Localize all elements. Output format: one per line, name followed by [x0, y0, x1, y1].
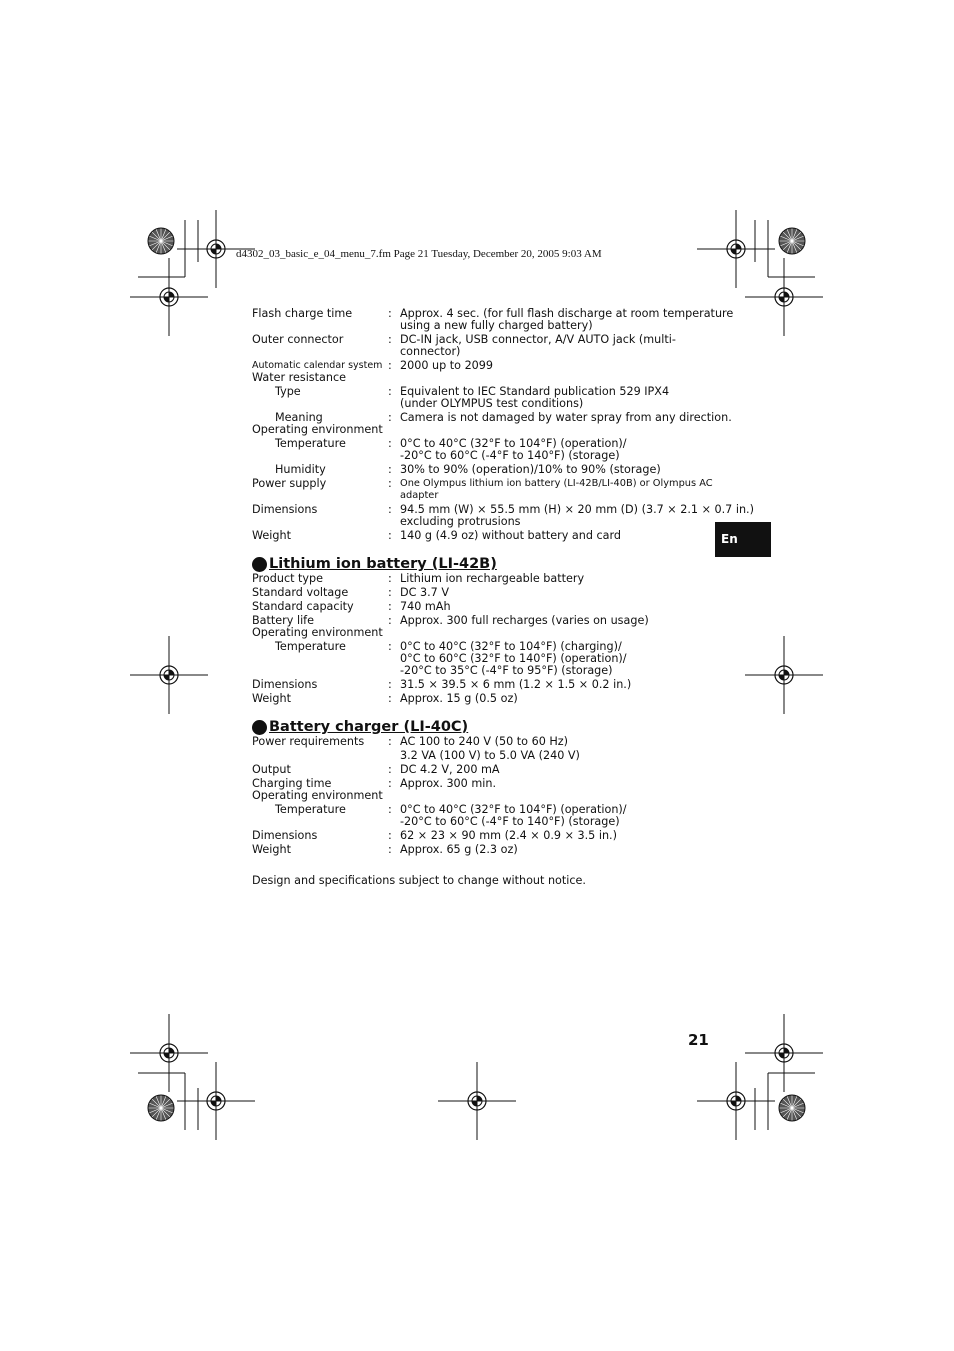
spec-value-line: Lithium ion rechargeable battery: [400, 572, 585, 585]
spec-value-line: Camera is not damaged by water spray from any direction.: [400, 411, 732, 424]
spec-value-line: using a new fully charged battery): [400, 319, 593, 332]
spec-value-line: Approx. 65 g (2.3 oz): [400, 843, 518, 856]
spec-value: [400, 438, 712, 462]
spec-label: Dimensions: [252, 678, 318, 691]
spec-value-line: DC 3.7 V: [400, 586, 449, 599]
spec-colon: :: [388, 385, 392, 398]
spec-colon: :: [388, 600, 392, 613]
spec-value-line: -20°C to 60°C (-4°F to 140°F) (storage): [400, 449, 620, 462]
spec-colon: :: [388, 463, 392, 476]
spec-label: Power requirements: [252, 735, 365, 748]
charger-title: Battery charger (LI-40C): [269, 719, 469, 735]
spec-value: [400, 844, 712, 856]
spec-value-line: 94.5 mm (W) × 55.5 mm (H) × 20 mm (D) (3.7 × 2.1 × 0.7 in.): [400, 503, 754, 516]
spec-row: [252, 679, 712, 691]
spec-label: Flash charge time: [252, 307, 353, 320]
spec-label: Temperature: [275, 640, 346, 653]
page-number: 21: [688, 1031, 709, 1049]
spec-value: [400, 307, 734, 332]
spec-value-line: connector): [400, 345, 461, 358]
spec-value: [400, 679, 712, 691]
battery-section-title: [252, 555, 712, 573]
spec-value: [400, 615, 712, 627]
spec-value: [400, 587, 712, 599]
spec-label: Standard capacity: [252, 600, 354, 613]
spec-value: [400, 830, 712, 842]
spec-value-line: 740 mAh: [400, 600, 451, 613]
spec-colon: :: [388, 829, 392, 842]
battery-title: Lithium ion battery (LI-42B): [269, 556, 497, 572]
spec-value: [400, 693, 712, 705]
spec-value: [400, 372, 712, 384]
spec-value: [400, 386, 712, 410]
spec-colon: :: [388, 735, 392, 748]
spec-row: [252, 307, 734, 332]
spec-value-line: 140 g (4.9 oz) without battery and card: [400, 529, 622, 542]
disclaimer-note: Design and specifications subject to change without notice.: [252, 874, 586, 887]
spec-value-line: excluding protrusions: [400, 515, 521, 528]
spec-value-line: 0°C to 40°C (32°F to 104°F) (operation)/: [400, 437, 627, 450]
spec-value-line: Approx. 300 full recharges (varies on usage): [400, 614, 649, 627]
charger-specs-table: [252, 736, 712, 856]
spec-label: Humidity: [275, 463, 326, 476]
spec-label: Weight: [252, 529, 291, 542]
spec-label: Outer connector: [252, 333, 344, 346]
spec-label: Product type: [252, 572, 324, 585]
spec-value: [400, 778, 712, 790]
spec-colon: :: [388, 333, 392, 346]
spec-label: Meaning: [275, 411, 323, 424]
spec-value-line: Approx. 15 g (0.5 oz): [400, 692, 518, 705]
spec-value-line: 0°C to 40°C (32°F to 104°F) (charging)/: [400, 640, 622, 653]
spec-row: [252, 736, 712, 748]
spec-colon: :: [388, 614, 392, 627]
spec-label: Power supply: [252, 477, 327, 490]
spec-label: Dimensions: [252, 503, 318, 516]
spec-value: [400, 764, 712, 776]
spec-row: [252, 372, 712, 384]
spec-value-line: -20°C to 60°C (-4°F to 140°F) (storage): [400, 815, 620, 828]
spec-colon: :: [388, 777, 392, 790]
spec-row: [252, 601, 712, 613]
bullet-icon: [252, 557, 267, 572]
spec-row: [252, 530, 712, 542]
spec-value: [400, 573, 712, 585]
language-tab: En: [715, 522, 771, 557]
spec-value: [400, 360, 712, 372]
spec-value-line: 0°C to 60°C (32°F to 140°F) (operation)/: [400, 652, 627, 665]
spec-label: Weight: [252, 843, 291, 856]
spec-value-line: Equivalent to IEC Standard publication 529 IPX4: [400, 385, 670, 398]
spec-label: Type: [275, 385, 301, 398]
spec-value-line: 30% to 90% (operation)/10% to 90% (storage): [400, 463, 661, 476]
spec-value: [400, 478, 712, 502]
spec-value: [400, 464, 712, 476]
spec-row: [252, 334, 712, 358]
spec-label: Output: [252, 763, 291, 776]
spec-row: [252, 790, 712, 802]
spec-label: Temperature: [275, 437, 346, 450]
spec-row: [252, 503, 754, 528]
spec-value: [400, 334, 712, 358]
spec-value: [400, 601, 712, 613]
spec-label: Weight: [252, 692, 291, 705]
spec-value-line: 0°C to 40°C (32°F to 104°F) (operation)/: [400, 803, 627, 816]
battery-specs-table: [252, 573, 712, 705]
spec-row: [252, 478, 712, 502]
spec-row: [252, 750, 712, 762]
spec-label: Operating environment: [252, 789, 383, 802]
spec-row: [252, 587, 712, 599]
charger-section-title: [252, 718, 712, 736]
spec-label: Automatic calendar system: [252, 360, 383, 371]
spec-value-line: 2000 up to 2099: [400, 359, 494, 372]
spec-row: [252, 641, 712, 677]
spec-value: [400, 804, 712, 828]
spec-value: [400, 641, 712, 677]
spec-value-line: DC-IN jack, USB connector, A/V AUTO jack (multi-: [400, 333, 676, 346]
spec-row: [252, 424, 712, 436]
spec-value-line: 31.5 × 39.5 × 6 mm (1.2 × 1.5 × 0.2 in.): [400, 678, 632, 691]
spec-colon: :: [388, 503, 392, 516]
spec-row: [252, 804, 712, 828]
file-header: d4302_03_basic_e_04_menu_7.fm Page 21 Tuesday, December 20, 2005 9:03 AM: [236, 248, 602, 260]
spec-value: [400, 736, 712, 748]
spec-row: [252, 764, 712, 776]
spec-label: Standard voltage: [252, 586, 349, 599]
spec-row: [252, 438, 712, 462]
spec-row: [252, 573, 712, 585]
spec-value: [400, 503, 754, 528]
spec-row: [252, 844, 712, 856]
spec-colon: :: [388, 477, 392, 490]
spec-row: [252, 627, 712, 639]
spec-value: [400, 411, 732, 424]
spec-value-line: 3.2 VA (100 V) to 5.0 VA (240 V): [400, 749, 580, 762]
spec-value-line: One Olympus lithium ion battery (LI-42B/LI-40B) or Olympus AC: [400, 478, 713, 489]
spec-colon: :: [388, 843, 392, 856]
spec-label: Dimensions: [252, 829, 318, 842]
spec-colon: :: [388, 437, 392, 450]
spec-label: Battery life: [252, 614, 315, 627]
spec-row: [252, 464, 712, 476]
spec-value-line: Approx. 4 sec. (for full flash discharge at room temperature: [400, 307, 734, 320]
spec-colon: :: [388, 572, 392, 585]
spec-colon: :: [388, 411, 392, 424]
spec-value-line: -20°C to 35°C (-4°F to 95°F) (storage): [400, 664, 613, 677]
spec-row: [252, 830, 712, 842]
spec-colon: :: [388, 763, 392, 776]
spec-label: Temperature: [275, 803, 346, 816]
spec-value: [400, 530, 712, 542]
spec-colon: :: [388, 678, 392, 691]
spec-colon: :: [388, 692, 392, 705]
spec-value: [400, 627, 712, 639]
spec-value-line: 62 × 23 × 90 mm (2.4 × 0.9 × 3.5 in.): [400, 829, 617, 842]
spec-colon: :: [388, 803, 392, 816]
spec-value-line: DC 4.2 V, 200 mA: [400, 763, 500, 776]
spec-value-line: adapter: [400, 490, 439, 501]
specifications: [252, 306, 754, 887]
spec-row: [252, 386, 712, 410]
spec-label: Operating environment: [252, 626, 383, 639]
spec-label: Operating environment: [252, 423, 383, 436]
spec-colon: :: [388, 307, 392, 320]
spec-value-line: (under OLYMPUS test conditions): [400, 397, 584, 410]
camera-specs-table: [252, 307, 754, 542]
spec-value: [400, 790, 712, 802]
spec-row: [252, 693, 712, 705]
spec-colon: :: [388, 640, 392, 653]
spec-value: [400, 750, 712, 762]
spec-value-line: AC 100 to 240 V (50 to 60 Hz): [400, 735, 569, 748]
spec-colon: :: [388, 359, 392, 372]
spec-colon: :: [388, 529, 392, 542]
spec-value-line: Approx. 300 min.: [400, 777, 497, 790]
spec-value: [400, 424, 712, 436]
spec-colon: :: [388, 586, 392, 599]
spec-label: Water resistance: [252, 371, 346, 384]
bullet-icon: [252, 720, 267, 735]
spec-label: Charging time: [252, 777, 332, 790]
